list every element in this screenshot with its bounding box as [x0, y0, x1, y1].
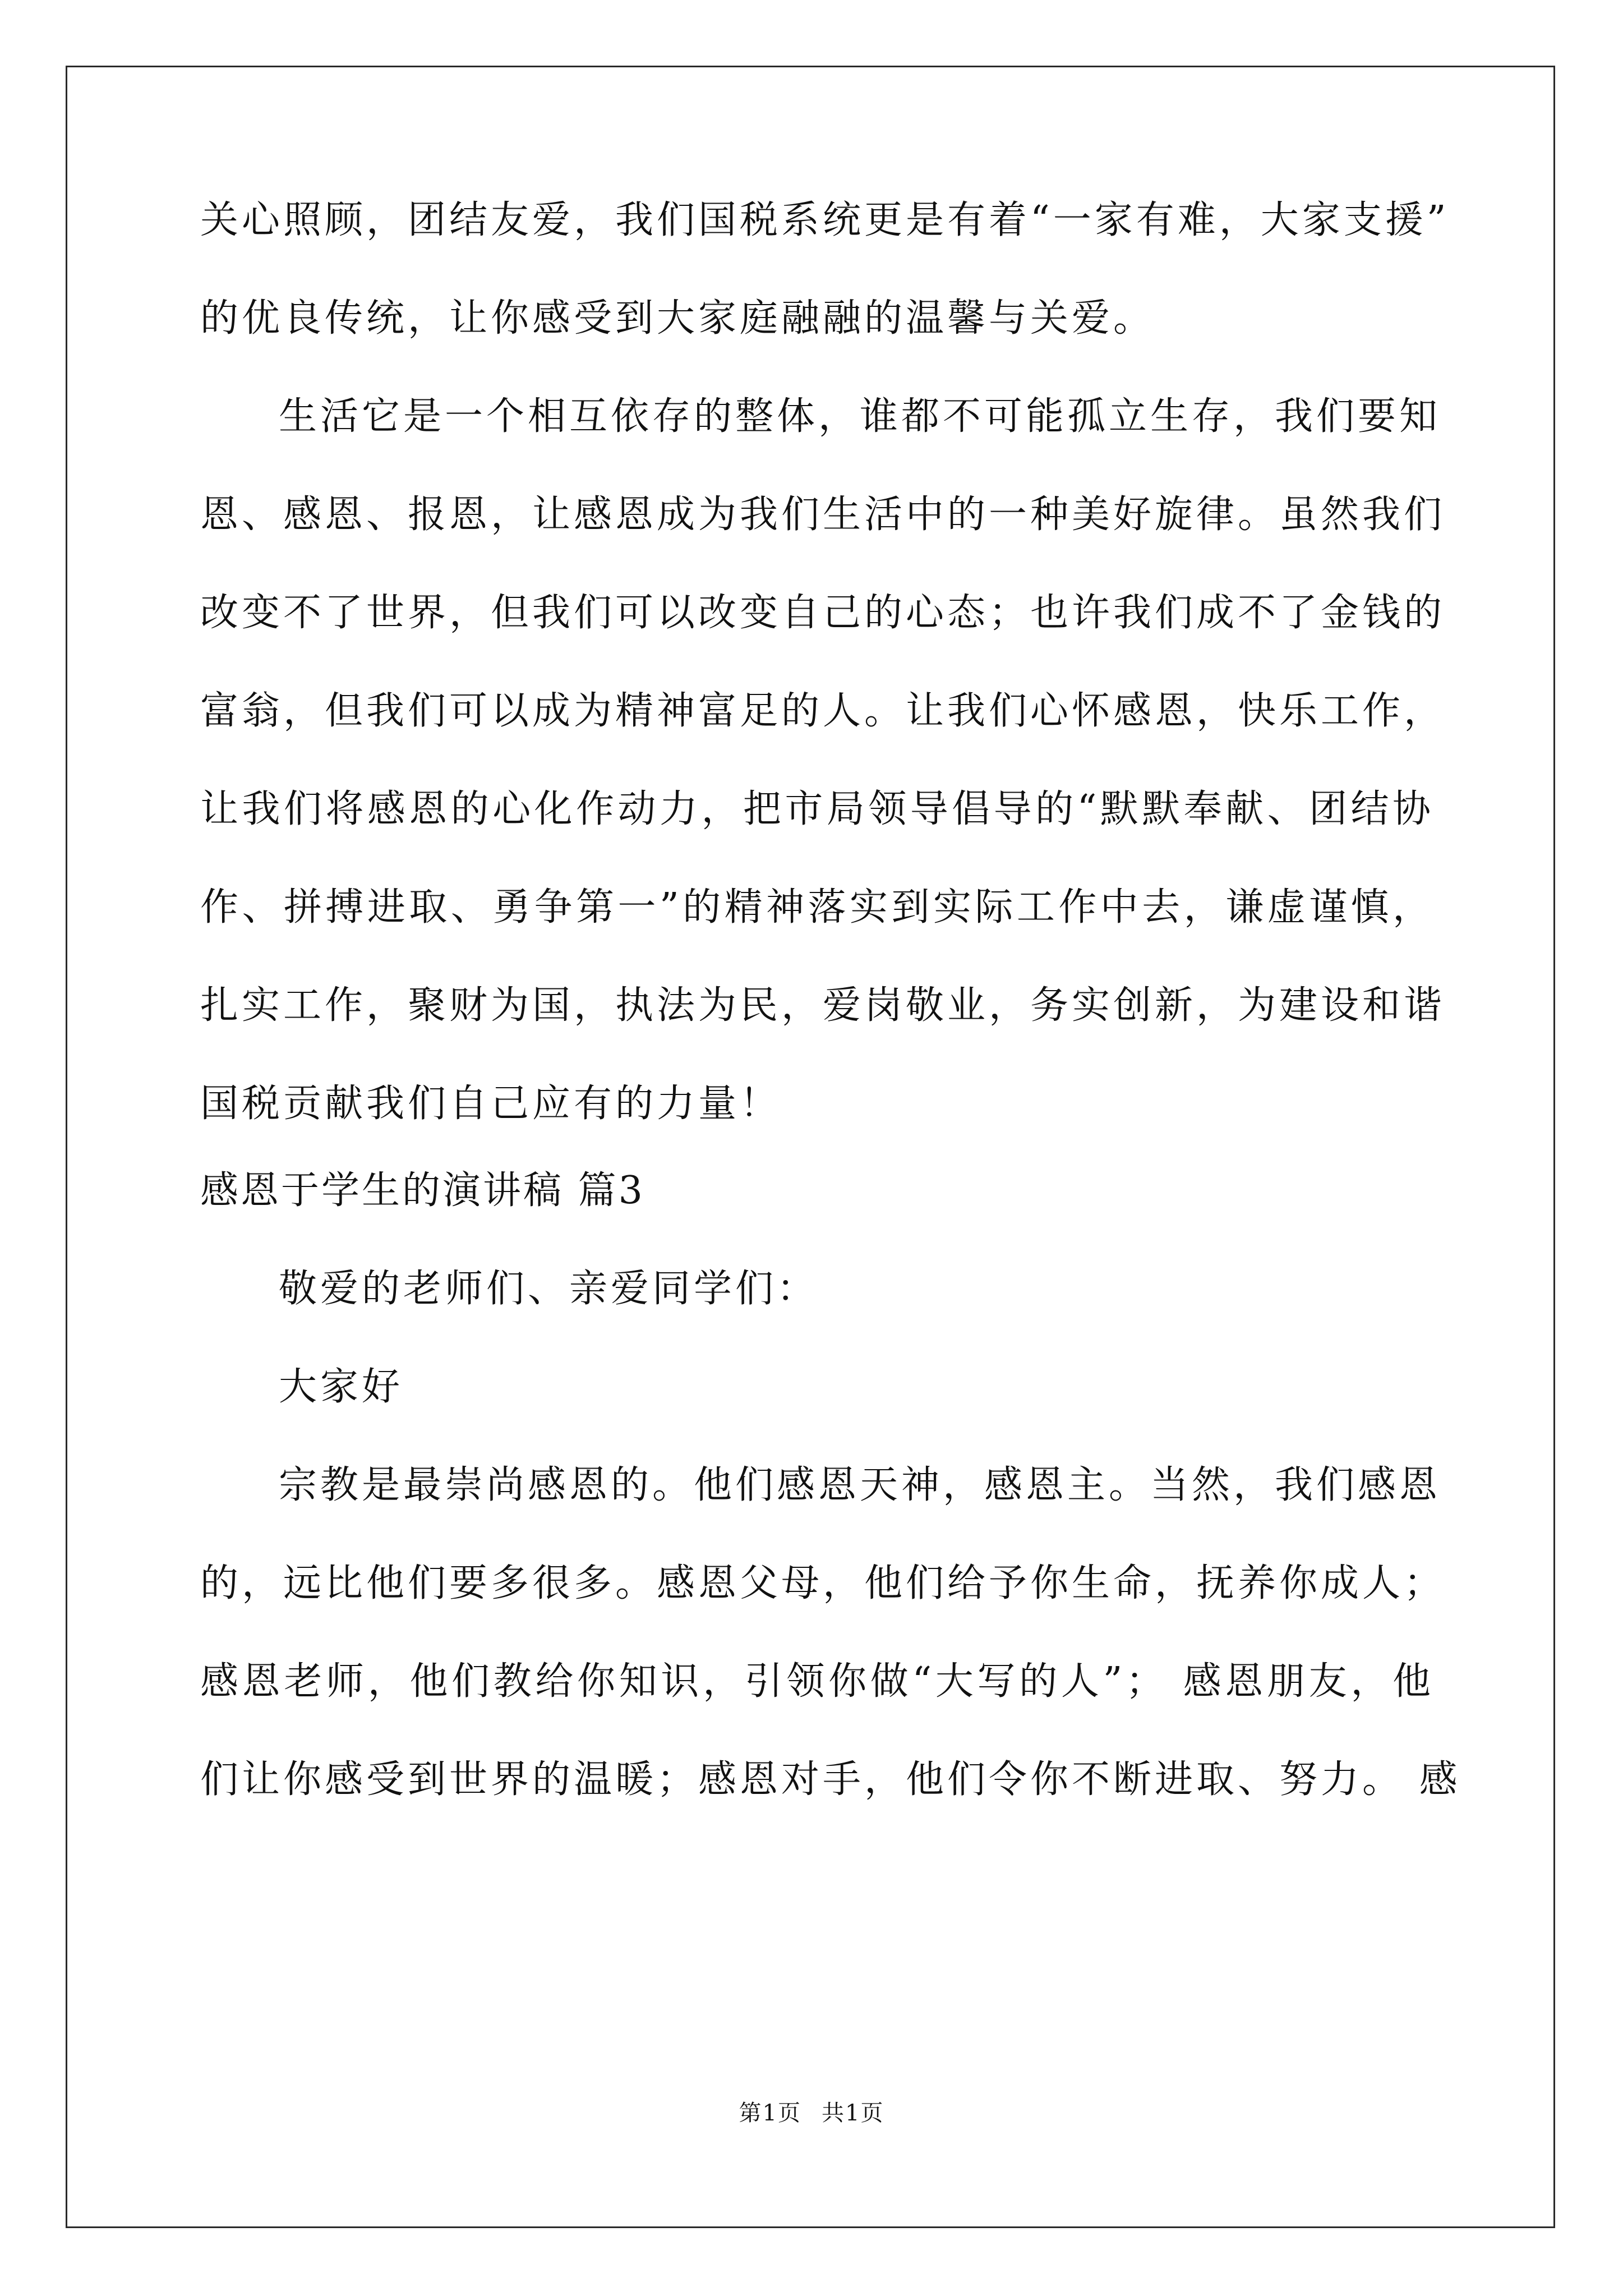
text-line: 作、拼搏进取、勇争第一”的精神落实到实际工作中去，谦虚谨慎， — [200, 885, 1434, 930]
text-line: 扎实工作，聚财为国，执法为民，爱岗敬业，务实创新，为建设和谐 — [200, 983, 1446, 1028]
page-number: 第1页 — [739, 2100, 801, 2126]
text-line: 改变不了世界，但我们可以改变自己的心态；也许我们成不了金钱的 — [200, 591, 1446, 635]
page-footer — [0, 2095, 1623, 2127]
text-line: 们让你感受到世界的温暖；感恩对手，他们令你不断进取、努力。 感 — [200, 1757, 1461, 1802]
text-line: 的优良传统，让你感受到大家庭融融的温馨与关爱。 — [200, 296, 1155, 341]
text-line: 的，远比他们要多很多。感恩父母，他们给予你生命，抚养你成人； — [200, 1561, 1446, 1605]
salutation: 敬爱的老师们、亲爱同学们： — [279, 1267, 819, 1311]
text-line: 恩、感恩、报恩，让感恩成为我们生活中的一种美好旋律。虽然我们 — [200, 493, 1446, 537]
text-line: 富翁，但我们可以成为精神富足的人。让我们心怀感恩，快乐工作， — [200, 689, 1446, 733]
text-line: 关心照顾，团结友爱，我们国税系统更是有着“一家有难，大家支援” — [200, 198, 1450, 242]
document-body — [200, 194, 1461, 1851]
text-line: 让我们将感恩的心化作动力，把市局领导倡导的“默默奉献、团结协 — [200, 787, 1434, 831]
text-line: 感恩老师，他们教给你知识，引领你做“大写的人”； 感恩朋友，他 — [200, 1659, 1434, 1704]
page-count: 共1页 — [822, 2100, 884, 2126]
text-line: 国税贡献我们自己应有的力量！ — [200, 1082, 782, 1126]
paragraph-start: 宗教是最崇尚感恩的。他们感恩天神，感恩主。当然，我们感恩 — [279, 1463, 1441, 1507]
paragraph-start: 生活它是一个相互依存的整体，谁都不可能孤立生存，我们要知 — [279, 394, 1441, 439]
greeting: 大家好 — [279, 1365, 404, 1409]
section-heading: 感恩于学生的演讲稿 篇3 — [200, 1168, 645, 1213]
